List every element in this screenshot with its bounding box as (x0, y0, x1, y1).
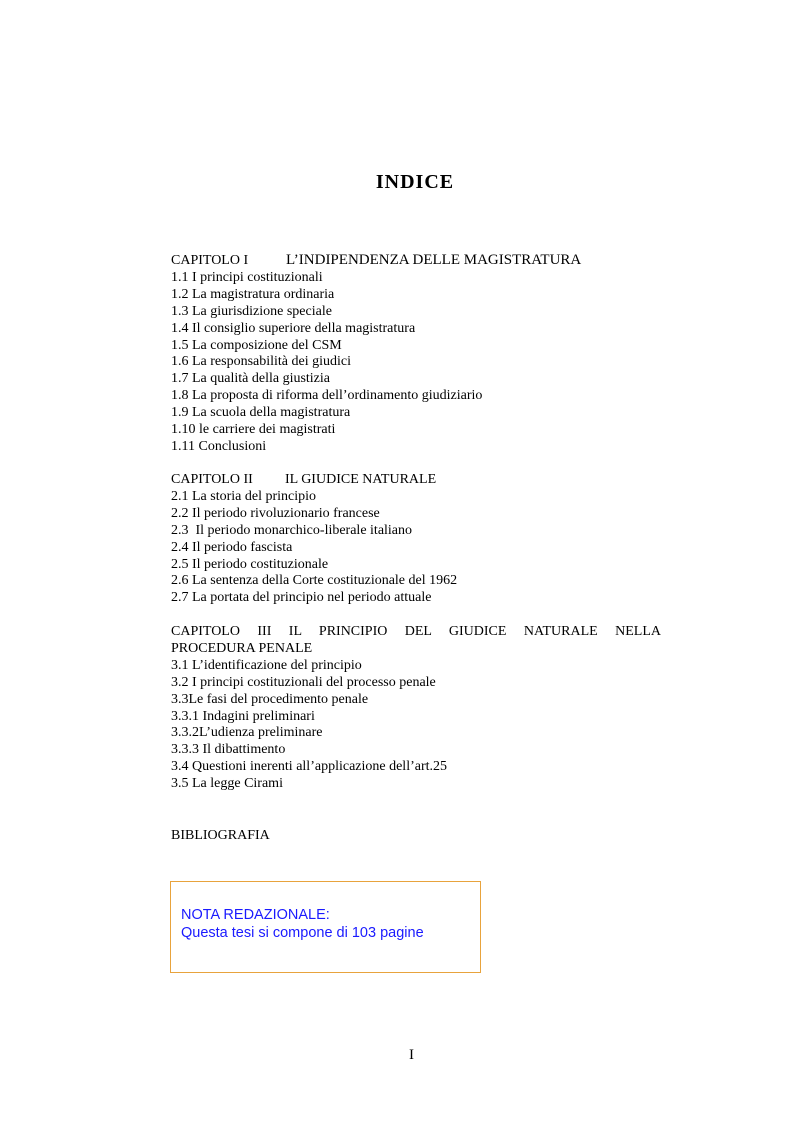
chapter-1-label: CAPITOLO I (171, 253, 249, 268)
chapter-3-title-line1: IL PRINCIPIO DEL GIUDICE NATURALE NELLA (288, 624, 661, 639)
page-title: INDICE (375, 171, 455, 193)
toc-entry: 3.3.2L’udienza preliminare (171, 725, 323, 741)
toc-entry: 2.7 La portata del principio nel periodo attuale (171, 590, 432, 606)
toc-entry: 1.10 le carriere dei magistrati (171, 422, 336, 438)
toc-entry: 1.3 La giurisdizione speciale (171, 303, 332, 319)
toc-entry: 3.3Le fasi del procedimento penale (171, 691, 369, 707)
note-text: Questa tesi si compone di 103 pagine (181, 925, 424, 941)
note-heading: NOTA REDAZIONALE: (181, 907, 330, 923)
chapter-1-heading (171, 252, 661, 270)
chapter-3-title-line2: PROCEDURA PENALE (171, 640, 313, 656)
toc-entry: 1.1 I principi costituzionali (171, 269, 323, 285)
toc-entry: 2.2 Il periodo rivoluzionario francese (171, 505, 380, 521)
chapter-3-label: CAPITOLO III (171, 624, 272, 639)
toc-entry: 1.8 La proposta di riforma dell’ordinamento giudiziario (171, 388, 483, 404)
chapter-1-section (171, 252, 661, 456)
toc-entry: 1.11 Conclusioni (171, 438, 267, 454)
bibliography-heading: BIBLIOGRAFIA (171, 828, 270, 843)
toc-entry: 1.5 La composizione del CSM (171, 337, 342, 353)
page-number: I (409, 1047, 414, 1063)
toc-entry: 2.6 La sentenza della Corte costituzionale del 1962 (171, 573, 458, 589)
chapter-2-label: CAPITOLO II (171, 472, 253, 487)
toc-entry: 3.5 La legge Cirami (171, 776, 283, 792)
toc-entry: 2.1 La storia del principio (171, 488, 317, 504)
toc-entry: 1.7 La qualità della giustizia (171, 371, 331, 387)
chapter-3-heading (171, 624, 661, 641)
toc-entry: 3.3.1 Indagini preliminari (171, 708, 315, 724)
toc-entry: 1.9 La scuola della magistratura (171, 405, 351, 421)
toc-entry: 3.3.3 Il dibattimento (171, 742, 286, 758)
toc-entry: 3.1 L’identificazione del principio (171, 657, 362, 673)
toc-entry: 3.2 I principi costituzionali del processo penale (171, 674, 436, 690)
chapter-2-heading (171, 472, 661, 489)
toc-entry: 3.4 Questioni inerenti all’applicazione dell’art.25 (171, 759, 448, 775)
toc-entry: 2.4 Il periodo fascista (171, 539, 293, 555)
toc-entry: 1.2 La magistratura ordinaria (171, 286, 335, 302)
toc-entry: 1.6 La responsabilità dei giudici (171, 354, 352, 370)
chapter-3-section (171, 624, 661, 793)
toc-entry: 2.5 Il periodo costituzionale (171, 556, 329, 572)
chapter-2-section (171, 472, 661, 607)
chapter-1-title: L’INDIPENDENZA DELLE MAGISTRATURA (286, 252, 582, 268)
toc-entry: 2.3 Il periodo monarchico-liberale italiano (171, 522, 413, 538)
editorial-note-box (170, 881, 481, 973)
toc-entry: 1.4 Il consiglio superiore della magistratura (171, 320, 416, 336)
chapter-2-title: IL GIUDICE NATURALE (285, 472, 437, 487)
